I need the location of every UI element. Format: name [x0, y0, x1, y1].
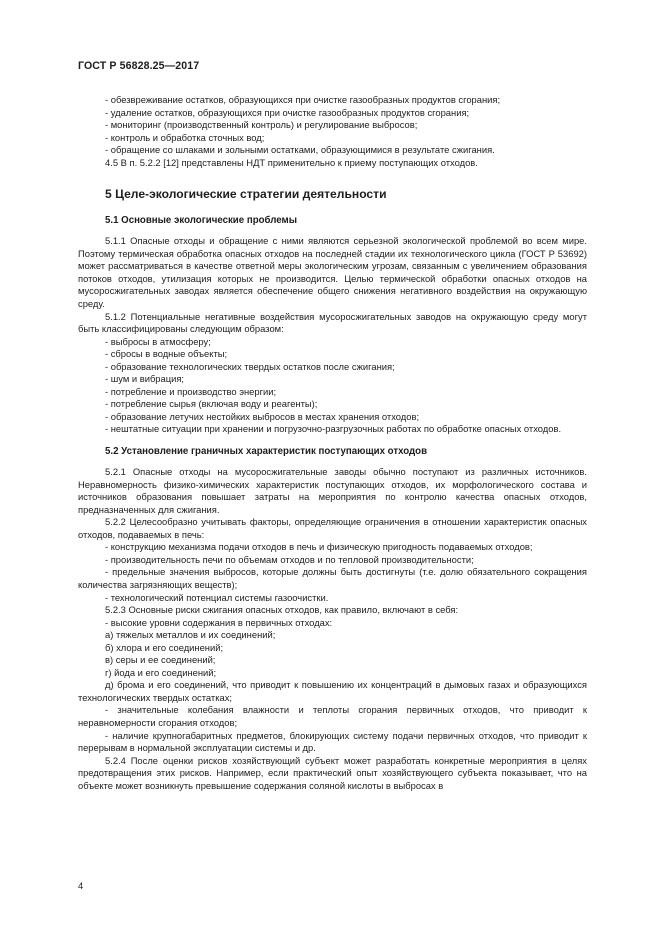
document-header: ГОСТ Р 56828.25—2017: [78, 60, 200, 72]
paragraph: 5.2.1 Опасные отходы на мусоросжигательные заводы обычно поступают из различных источников. Неравномерность физико-химических характеристик поступающих отходов, их морфологического состава и источников образования повышает затраты на мероприятия по контролю качества опасных отходов, предназначенных для сжигания.: [78, 466, 587, 515]
paragraph: - высокие уровни содержания в первичных отходах:: [105, 616, 333, 628]
document-body: [78, 94, 587, 792]
paragraph: - значительные колебания влажности и теплоты сгорания первичных отходов, что приводит к неравномерности сгорания отходов;: [78, 704, 587, 728]
paragraph: 4.5 В п. 5.2.2 [12] представлены НДТ применительно к приему поступающих отходов.: [105, 156, 478, 168]
section-heading: 5 Целе-экологические стратегии деятельности: [105, 187, 387, 202]
paragraph: - производительность печи по объемам отходов и по тепловой производительности;: [105, 553, 474, 565]
paragraph: г) йода и его соединений;: [105, 666, 217, 678]
paragraph: 5.2.3 Основные риски сжигания опасных отходов, как правило, включают в себя:: [105, 604, 459, 616]
paragraph: - потребление и производство энергии;: [105, 385, 277, 397]
paragraph: - обращение со шлаками и зольными остатками, образующимися в результате сжигания.: [105, 144, 495, 156]
paragraph: - выбросы в атмосферу;: [105, 335, 211, 347]
paragraph: 5.2.4 После оценки рисков хозяйствующий субъект может разработать конкретные мероприятия в целях предотвращения этих рисков. Например, если практический опыт хозяйствующего субъекта показывает, что на объекте может возникнуть превышение содержания соляной кислоты в выбросах в: [78, 754, 587, 791]
subsection-heading: 5.1 Основные экологические проблемы: [105, 215, 297, 227]
paragraph: - наличие крупногабаритных предметов, блокирующих систему подачи первичных отходов, что приводит к перерывам в нормальной эксплуатации системы и др.: [78, 729, 587, 754]
paragraph: - конструкцию механизма подачи отходов в печь и физическую пригодность подаваемых отходов;: [105, 541, 533, 553]
paragraph: - образование технологических твердых остатков после сжигания;: [105, 360, 395, 372]
paragraph: 5.1.1 Опасные отходы и обращение с ними являются серьезной экологической проблемой во всем мире. Поэтому термическая обработка опасных отходов на последней стадии их технологического цикла (ГОСТ Р 53692) может рассматриваться в качестве ответной меры экологическим угрозам, связанным с увеличением образования потоков отходов, утилизация которых не производится. Целью термической обработки опасных отходов на мусоросжигательных заводах является обеспечение общего снижения негативного воздействия на окружающую среду.: [78, 235, 587, 310]
paragraph: - потребление сырья (включая воду и реагенты);: [105, 398, 318, 410]
paragraph: 5.2.2 Целесообразно учитывать факторы, определяющие ограничения в отношении характеристик опасных отходов, подаваемых в печь:: [78, 516, 587, 540]
paragraph: б) хлора и его соединений;: [105, 641, 224, 653]
paragraph: - образование летучих нестойких выбросов в местах хранения отходов;: [105, 410, 420, 422]
paragraph: - обезвреживание остатков, образующихся при очистке газообразных продуктов сгорания;: [105, 94, 501, 105]
page-number: 4: [78, 880, 84, 891]
paragraph: - нештатные ситуации при хранении и погрузочно-разгрузочных работах по обработке опасных отходов.: [105, 423, 562, 435]
paragraph: - контроль и обработка сточных вод;: [105, 131, 265, 143]
paragraph: - технологический потенциал системы газоочистки.: [105, 591, 329, 603]
paragraph: а) тяжелых металлов и их соединений;: [105, 629, 276, 641]
paragraph: - сбросы в водные объекты;: [105, 348, 228, 360]
paragraph: в) серы и ее соединений;: [105, 654, 216, 666]
paragraph: - шум и вибрация;: [105, 373, 185, 385]
paragraph: - предельные значения выбросов, которые должны быть достигнуты (т.е. долю обязательного сокращения количества загрязняющих веществ);: [78, 566, 587, 590]
paragraph: - мониторинг (производственный контроль) и регулирование выбросов;: [105, 119, 418, 131]
paragraph: 5.1.2 Потенциальные негативные воздействия мусоросжигательных заводов на окружающую среду могут быть классифицированы следующим образом:: [78, 310, 587, 335]
subsection-heading: 5.2 Установление граничных характеристик поступающих отходов: [105, 446, 428, 458]
paragraph: - удаление остатков, образующихся при очистке газообразных продуктов сгорания;: [105, 106, 470, 118]
paragraph: д) брома и его соединений, что приводит к повышению их концентраций в дымовых газах и образующихся технологических твердых остатках;: [78, 679, 587, 703]
